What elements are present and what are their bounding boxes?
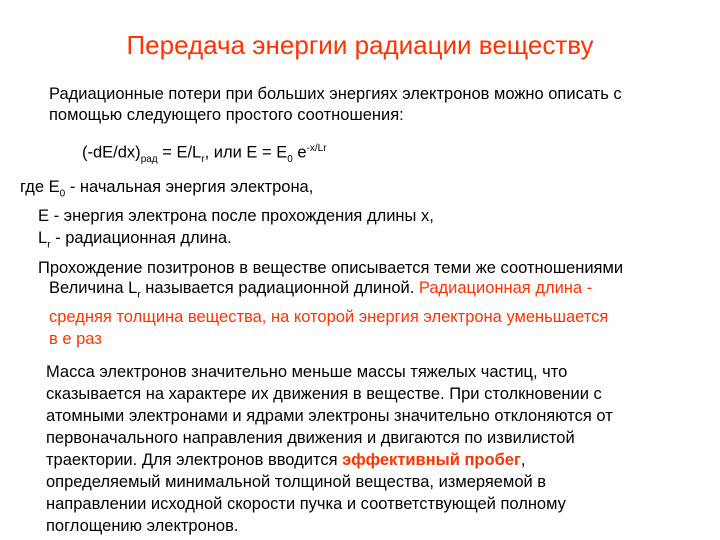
mass-line-1: Масса электронов значительно меньше массы тяжелых частиц, что (46, 363, 568, 381)
mass-line-6: определяемый минимальной толщиной вещества, измеряемой в (46, 473, 547, 491)
mass-line-8: поглощению электронов. (46, 517, 239, 535)
formula-mid: , или E = E (204, 143, 288, 162)
radiation-length-line-1 (49, 277, 669, 306)
mass-line-5-pre: траектории. Для электронов вводится (46, 451, 343, 469)
formula-eq1: = E/L (157, 143, 202, 162)
definition-lr-subscript: r (47, 239, 51, 251)
definition-e0-text: - начальная энергия электрона, (65, 178, 314, 196)
formula-exponent: -x/Lr (306, 143, 327, 154)
mass-line-5-post: , (520, 451, 526, 469)
formula-l-subscript: r (201, 153, 205, 165)
intro-line-1: Радиационные потери при больших энергиях электронов можно описать с (49, 85, 622, 103)
radiation-length-text: называется радиационной длиной. (140, 279, 419, 297)
effective-range-term: эффективный пробег (342, 451, 521, 469)
definition-e0-prefix: где E (20, 178, 60, 196)
radiation-length-subscript: r (137, 289, 141, 301)
definition-e: E - энергия электрона после прохождения длины x, (38, 207, 434, 226)
mass-line-2: сказывается на характере их движения в веществе. При столкновении с (46, 385, 602, 403)
definition-lr (20, 227, 710, 256)
mass-line-5 (46, 449, 686, 471)
radiation-length-definition-2: средняя толщина вещества, на которой энергия электрона уменьшается (49, 308, 609, 327)
radiation-length-paragraph (49, 277, 669, 350)
definition-lr-prefix: L (38, 229, 48, 248)
mass-line-3: атомными электронами и ядрами электроны значительно отклоняются от (46, 407, 613, 425)
electron-mass-paragraph (46, 361, 686, 537)
formula-lhs: (-dE/dx) (82, 143, 141, 162)
radiation-length-prefix: Величина L (49, 279, 138, 297)
radiation-length-definition-3: в е раз (49, 330, 102, 349)
intro-paragraph (49, 84, 689, 126)
mass-line-4: первоначального направления движения и двигаются по извилистой (46, 429, 575, 447)
formula-e0-subscript: 0 (287, 153, 293, 165)
definition-e0-subscript: 0 (59, 188, 66, 200)
definitions-block (20, 176, 710, 279)
intro-line-2: помощью следующего простого соотношения: (49, 106, 404, 124)
definition-lr-text: - радиационная длина. (50, 229, 232, 248)
formula-lhs-subscript: рад (140, 153, 158, 165)
slide-title: Передача энергии радиации веществу (126, 30, 594, 60)
definition-e0 (20, 176, 710, 205)
positron-note: Прохождение позитронов в веществе описывается теми же соотношениями (38, 258, 624, 277)
radiation-loss-formula (82, 138, 327, 171)
mass-line-7: направлении исходной скорости пучка и соответствующей полному (46, 495, 566, 513)
radiation-length-definition-1: Радиационная длина - (418, 279, 593, 297)
formula-exp-base: e (292, 143, 307, 162)
